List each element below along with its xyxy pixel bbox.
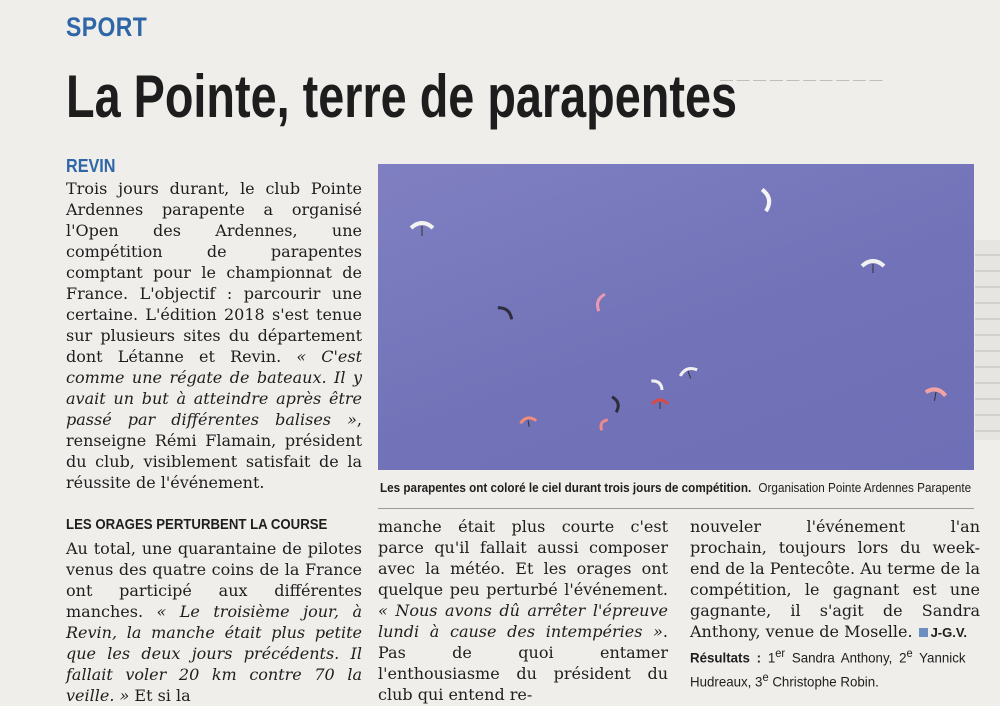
paragraph-orages [66, 538, 362, 706]
paragraph-conclusion [690, 516, 980, 643]
bleed-through-right [975, 240, 1000, 440]
result-3-rank: 3 [755, 673, 763, 690]
column-1-bottom [66, 538, 362, 706]
meteo-quote: « Nous avons dû arrêter l'épreuve lundi à cause des intempéries » [378, 601, 668, 641]
result-1-suffix: er [775, 647, 786, 660]
result-2-suffix: e [906, 647, 913, 660]
orages-text-1: Au total, une quarantaine de pilotes venus des quatre coins de la France ont participé aux différentes manches. [66, 539, 362, 621]
intro-text-1: Trois jours durant, le club Pointe Ardennes parapente a organisé l'Open des Ardennes, une compétition de parapentes comptant pour le championnat de France. L'objectif : parcourir une certaine. L'édition 2018 s'est tenue sur plusieurs sites du département dont Létanne et Revin. [66, 179, 362, 366]
results-box [690, 644, 966, 691]
paraglider-icon [679, 366, 699, 382]
intro-paragraph [66, 178, 362, 493]
paragliders-sky [378, 164, 974, 470]
column-2 [378, 516, 668, 705]
intro-text-2: , renseigne Rémi Flamain, président du club, visiblement satisfait de la réussite de l'événement. [66, 410, 362, 492]
result-3-suffix: e [762, 670, 769, 684]
intro-quote: « C'est comme une régate de bateaux. Il y avait un but à atteindre après être passé par différentes balises » [66, 347, 362, 429]
paraglider-icon [612, 396, 620, 412]
end-square-icon [919, 628, 928, 637]
paragraph-meteo [378, 516, 668, 705]
photo-caption [380, 480, 971, 495]
subheading: LES ORAGES PERTURBENT LA COURSE [66, 516, 328, 533]
paraglider-icon [595, 293, 605, 311]
paraglider-icon [862, 261, 884, 273]
paraglider-icon [925, 388, 947, 403]
paraglider-icon [411, 223, 433, 236]
author-signature: J-G.V. [930, 625, 967, 640]
column-3 [690, 516, 980, 643]
caption-rule [378, 508, 974, 509]
caption-text: Les parapentes ont coloré le ciel durant trois jours de compétition. [380, 480, 752, 495]
paraglider-icon [498, 305, 514, 320]
paraglider-icon [652, 400, 668, 409]
bleed-through-top: — — — — — — — — — — [720, 72, 883, 87]
result-2-name: Yannick Hudreaux, [690, 649, 966, 690]
result-2-rank: 2 [899, 649, 907, 666]
paraglider-icon [651, 378, 664, 390]
result-1-rank: 1 [767, 649, 776, 666]
results-label: Résultats : [690, 649, 762, 666]
paraglider-icon [520, 417, 537, 429]
photo-credit: Organisation Pointe Ardennes Parapente [758, 480, 972, 495]
paraglider-icon [762, 189, 771, 212]
headline: La Pointe, terre de parapentes [66, 63, 738, 130]
orages-quote: « Le troisième jour, à Revin, la manche était plus petite que les deux jours précédents. Il fallait voler 20 km contre 70 la veille. » [66, 602, 362, 705]
result-3-name: Christophe Robin. [768, 673, 879, 690]
result-1-name: Sandra Anthony, [785, 649, 900, 666]
column-1-top [66, 178, 362, 493]
paragliders-photo [378, 164, 974, 470]
paraglider-icon [599, 418, 608, 430]
orages-text-2: Et si la [129, 686, 191, 705]
dateline: REVIN [66, 156, 116, 176]
section-rubric: SPORT [66, 12, 148, 42]
meteo-text-2: . Pas de quoi entamer l'enthousiasme du président du club qui entend re- [378, 622, 668, 704]
meteo-text-1: manche était plus courte c'est parce qu'il fallait aussi composer avec la météo. Et les orages ont quelque peu perturbé l'événement. [378, 517, 668, 599]
conclusion-text: nouveler l'événement l'an prochain, toujours lors du week-end de la Pentecôte. Au terme de la compétition, le gagnant est une gagnante, il s'agit de Sandra Anthony, venue de Moselle. [690, 517, 980, 641]
